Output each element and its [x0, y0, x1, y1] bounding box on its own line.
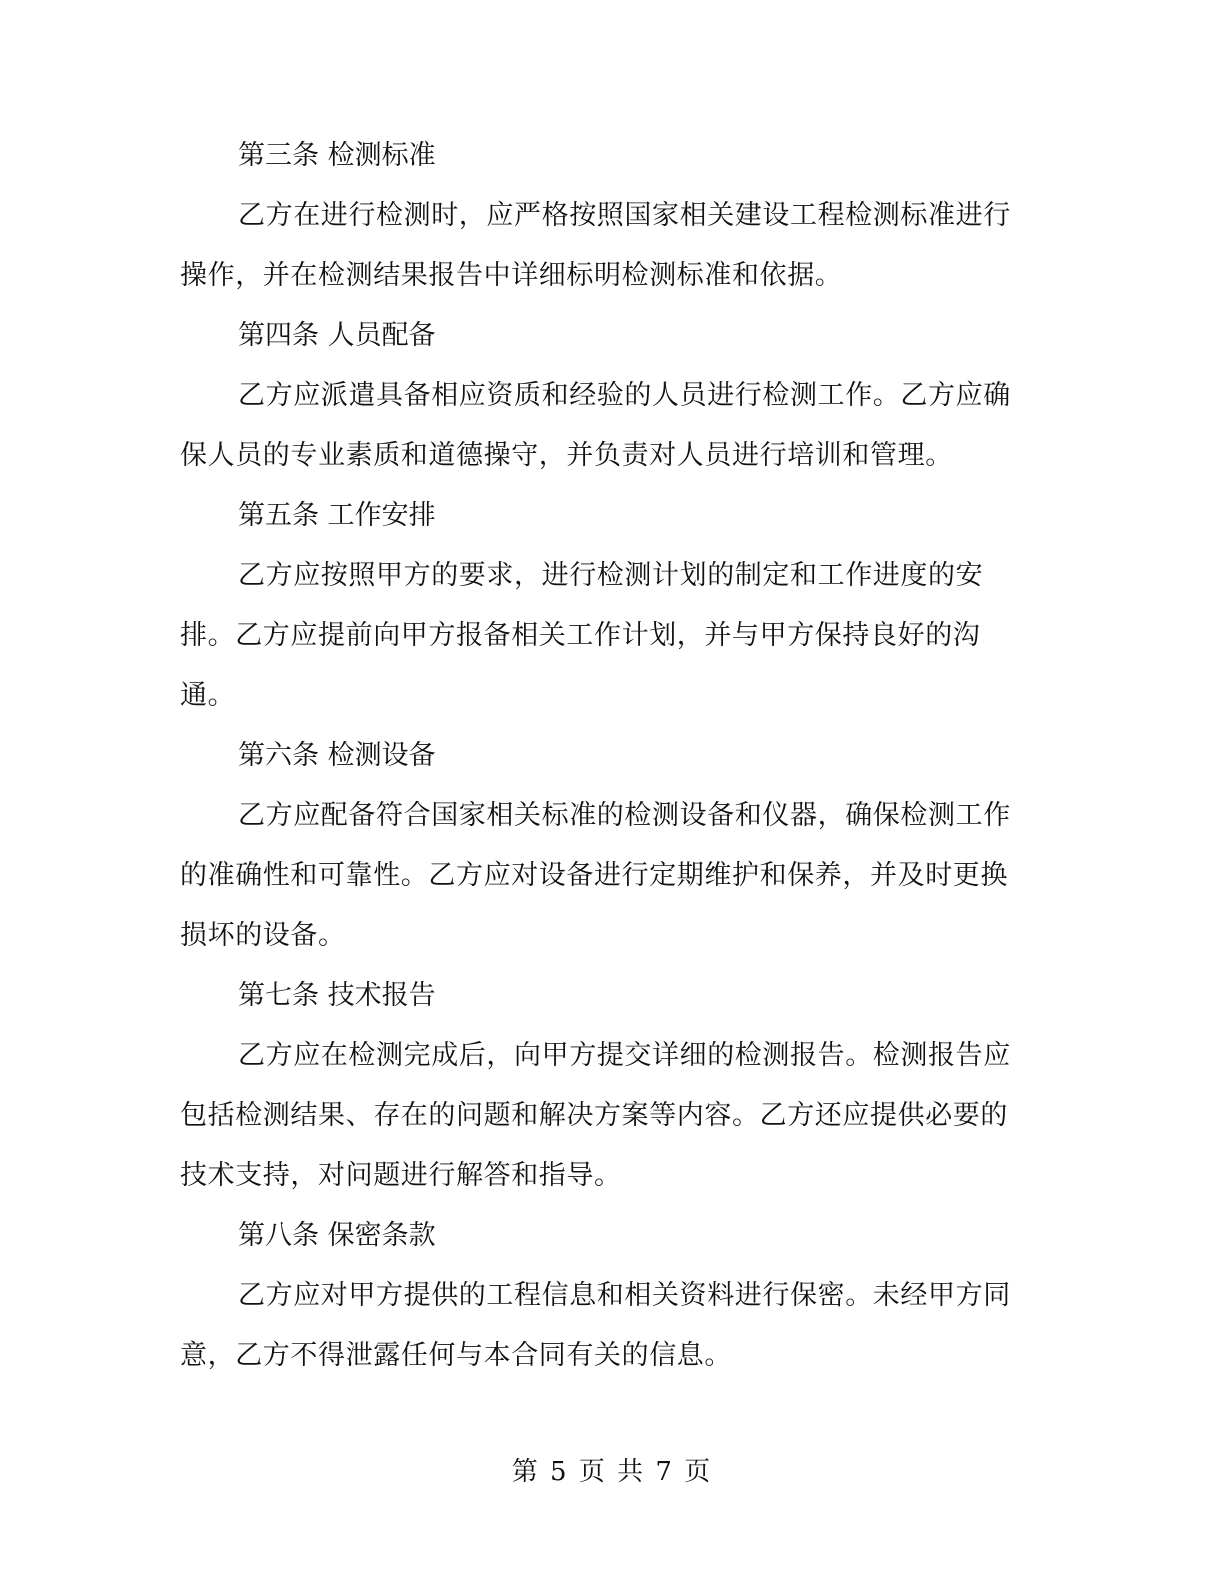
section-title: 第八条 保密条款: [238, 1220, 436, 1251]
paragraph-line: 操作，并在检测结果报告中详细标明检测标准和依据。: [180, 260, 843, 291]
section-title: 第六条 检测设备: [238, 740, 436, 771]
section-paragraph: [180, 186, 1020, 306]
page-number-footer: 第 5 页 共 7 页: [511, 1457, 713, 1487]
paragraph-line: 乙方应对甲方提供的工程信息和相关资料进行保密。未经甲方同: [238, 1280, 1011, 1311]
section-paragraph: [180, 1026, 1020, 1206]
section: [180, 1206, 1020, 1386]
section: [180, 726, 1020, 966]
section-paragraph: [180, 786, 1020, 966]
paragraph-line: 乙方应派遣具备相应资质和经验的人员进行检测工作。乙方应确: [238, 380, 1011, 411]
paragraph-line: 的准确性和可靠性。乙方应对设备进行定期维护和保养，并及时更换: [180, 860, 1008, 891]
paragraph-line: 意，乙方不得泄露任何与本合同有关的信息。: [180, 1340, 732, 1371]
paragraph-line: 技术支持，对问题进行解答和指导。: [180, 1160, 622, 1191]
paragraph-line: 损坏的设备。: [180, 920, 346, 951]
section-paragraph: [180, 366, 1020, 486]
paragraph-line: 乙方应按照甲方的要求，进行检测计划的制定和工作进度的安: [238, 560, 984, 591]
paragraph-line: 乙方应在检测完成后，向甲方提交详细的检测报告。检测报告应: [238, 1040, 1011, 1071]
section-paragraph: [180, 1266, 1020, 1386]
section: [180, 486, 1020, 726]
paragraph-line: 包括检测结果、存在的问题和解决方案等内容。乙方还应提供必要的: [180, 1100, 1008, 1131]
section-title: 第七条 技术报告: [238, 980, 436, 1011]
section: [180, 966, 1020, 1206]
paragraph-line: 乙方在进行检测时，应严格按照国家相关建设工程检测标准进行: [238, 200, 1011, 231]
section-title: 第五条 工作安排: [238, 500, 436, 531]
section: [180, 126, 1020, 306]
document-body: [180, 126, 1020, 1386]
paragraph-line: 通。: [180, 680, 236, 711]
section: [180, 306, 1020, 486]
paragraph-line: 乙方应配备符合国家相关标准的检测设备和仪器，确保检测工作: [238, 800, 1011, 831]
section-title: 第三条 检测标准: [238, 140, 436, 171]
paragraph-line: 排。乙方应提前向甲方报备相关工作计划，并与甲方保持良好的沟: [180, 620, 981, 651]
section-title: 第四条 人员配备: [238, 320, 436, 351]
section-paragraph: [180, 546, 1020, 726]
paragraph-line: 保人员的专业素质和道德操守，并负责对人员进行培训和管理。: [180, 440, 953, 471]
